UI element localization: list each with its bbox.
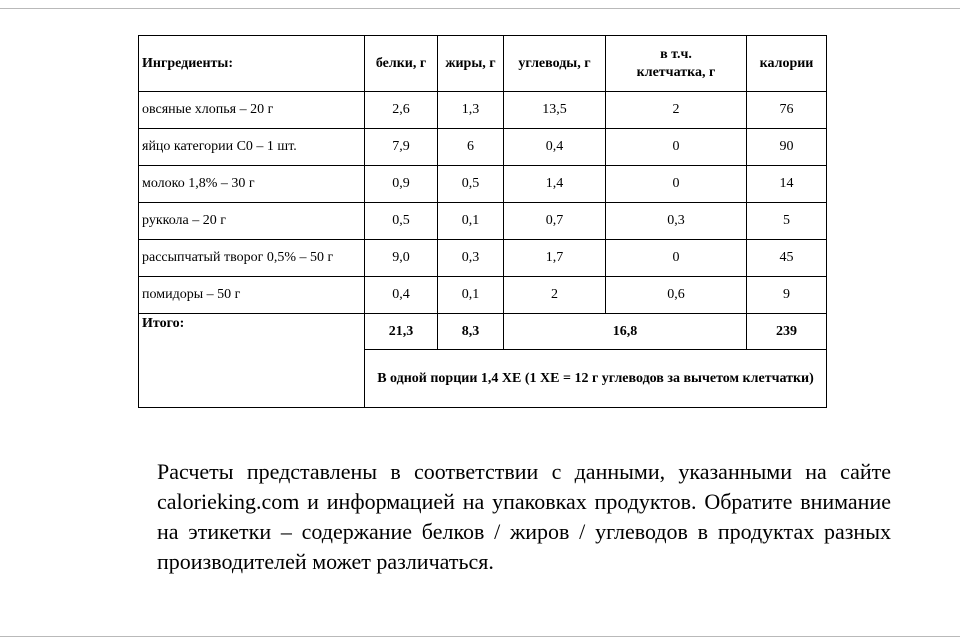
ingredient-calories: 90 xyxy=(747,129,827,166)
ingredient-fat: 0,1 xyxy=(438,277,504,314)
bottom-divider xyxy=(0,636,960,637)
table-row xyxy=(139,129,827,166)
total-row xyxy=(139,314,827,350)
ingredient-fat: 0,5 xyxy=(438,166,504,203)
ingredient-name: помидоры – 50 г xyxy=(139,277,365,314)
header-fiber xyxy=(606,36,747,92)
top-divider xyxy=(0,8,960,9)
ingredient-fat: 1,3 xyxy=(438,92,504,129)
ingredient-name: яйцо категории С0 – 1 шт. xyxy=(139,129,365,166)
ingredient-name: руккола – 20 г xyxy=(139,203,365,240)
ingredient-calories: 45 xyxy=(747,240,827,277)
ingredient-fiber: 0 xyxy=(606,166,747,203)
table-row xyxy=(139,166,827,203)
ingredient-protein: 0,4 xyxy=(365,277,438,314)
header-fiber-line2: клетчатка, г xyxy=(636,64,716,80)
ingredient-carbs: 1,4 xyxy=(504,166,606,203)
table-row xyxy=(139,92,827,129)
total-protein: 21,3 xyxy=(365,314,438,350)
header-protein: белки, г xyxy=(365,36,438,92)
table-header-row xyxy=(139,36,827,92)
total-fat: 8,3 xyxy=(438,314,504,350)
ingredient-protein: 0,5 xyxy=(365,203,438,240)
total-label: Итого: xyxy=(139,314,365,408)
table-body xyxy=(139,92,827,314)
header-fiber-line1: в т.ч. xyxy=(660,46,692,62)
ingredient-carbs: 0,4 xyxy=(504,129,606,166)
ingredient-name: молоко 1,8% – 30 г xyxy=(139,166,365,203)
ingredient-protein: 0,9 xyxy=(365,166,438,203)
ingredient-calories: 76 xyxy=(747,92,827,129)
ingredient-name: овсяные хлопья – 20 г xyxy=(139,92,365,129)
ingredient-fiber: 0,3 xyxy=(606,203,747,240)
ingredient-carbs: 1,7 xyxy=(504,240,606,277)
ingredient-carbs: 2 xyxy=(504,277,606,314)
header-ingredients: Ингредиенты: xyxy=(139,36,365,92)
disclaimer-paragraph: Расчеты представлены в соответствии с данными, указанными на сайте calorieking.com и информацией на упаковках продуктов. Обратите внимание на этикетки – содержание белков / жиров / углеводов в продуктах разных производителей может различаться. xyxy=(157,459,891,574)
header-calories: калории xyxy=(747,36,827,92)
ingredient-fiber: 0 xyxy=(606,240,747,277)
bread-unit-note: В одной порции 1,4 ХЕ (1 ХЕ = 12 г углеводов за вычетом клетчатки) xyxy=(365,350,827,408)
ingredient-calories: 9 xyxy=(747,277,827,314)
ingredient-fiber: 0,6 xyxy=(606,277,747,314)
ingredient-protein: 9,0 xyxy=(365,240,438,277)
ingredient-calories: 5 xyxy=(747,203,827,240)
ingredient-carbs: 13,5 xyxy=(504,92,606,129)
total-carbs-net: 16,8 xyxy=(504,314,747,350)
ingredient-carbs: 0,7 xyxy=(504,203,606,240)
ingredient-protein: 2,6 xyxy=(365,92,438,129)
header-carbs: углеводы, г xyxy=(504,36,606,92)
total-calories: 239 xyxy=(747,314,827,350)
ingredient-protein: 7,9 xyxy=(365,129,438,166)
ingredient-fat: 0,1 xyxy=(438,203,504,240)
table-row xyxy=(139,203,827,240)
ingredient-fat: 0,3 xyxy=(438,240,504,277)
ingredient-name: рассыпчатый творог 0,5% – 50 г xyxy=(139,240,365,277)
nutrition-table xyxy=(138,35,827,408)
header-fat: жиры, г xyxy=(438,36,504,92)
table-row xyxy=(139,240,827,277)
table-row xyxy=(139,277,827,314)
ingredient-fiber: 0 xyxy=(606,129,747,166)
ingredient-calories: 14 xyxy=(747,166,827,203)
ingredient-fiber: 2 xyxy=(606,92,747,129)
ingredient-fat: 6 xyxy=(438,129,504,166)
